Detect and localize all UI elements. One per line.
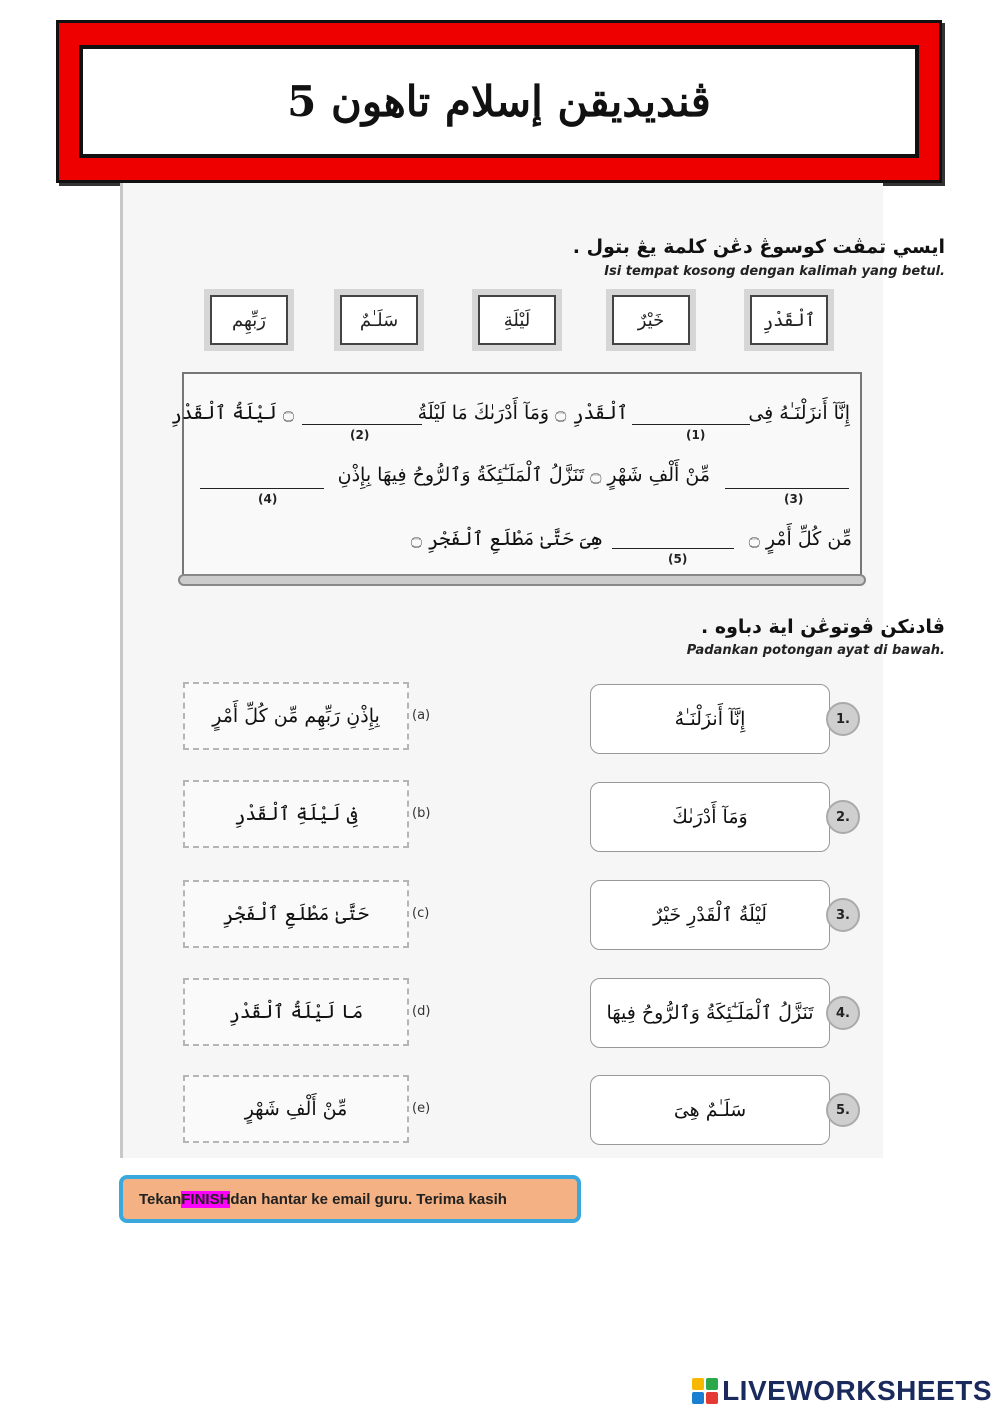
section1-instruction-latin: Isi tempat kosong dengan kalimah yang betul.	[604, 264, 945, 279]
match-right-2[interactable]: وَمَآ أَدْرَىٰكَ	[590, 782, 830, 852]
finish-highlight: FINISH	[181, 1190, 231, 1208]
match-letter-a: (a)	[412, 708, 431, 723]
blank-label-5: (5)	[668, 552, 688, 566]
blank-4[interactable]	[200, 488, 324, 489]
blank-2[interactable]	[302, 424, 422, 425]
section1-instruction-jawi: ايسي تمڤت كوسوڠ دڠن كلمة يڠ بتول .	[572, 236, 945, 258]
word-card-alqadr: ٱلْقَدْرِ	[750, 295, 828, 345]
blank-label-1: (1)	[686, 428, 706, 442]
title-banner	[56, 20, 942, 183]
blank-3[interactable]	[725, 488, 849, 489]
match-number-3: 3.	[826, 898, 860, 932]
liveworksheets-logo	[692, 1375, 992, 1407]
word-card-laylati: لَيْلَةِ	[478, 295, 556, 345]
finish-note	[119, 1175, 581, 1223]
scroll-decoration	[178, 574, 866, 586]
title-frame	[79, 45, 919, 158]
match-letter-b: (b)	[412, 806, 431, 821]
section2-instruction-jawi: ڤادنكن ڤوتوڠن اية دباوه .	[701, 616, 945, 638]
note-text-pre: Tekan	[139, 1190, 182, 1208]
match-right-5[interactable]: سَلَـٰمٌ هِىَ	[590, 1075, 830, 1145]
verse-line1-part-c: ۝ لَيْلَةُ ٱلْقَدْرِ	[170, 402, 294, 424]
word-card-rabbihim: رَبِّهِم	[210, 295, 288, 345]
word-card-khayrun: خَيْرٌ	[612, 295, 690, 345]
match-right-1[interactable]: إِنَّآ أَنزَلْنَـٰهُ	[590, 684, 830, 754]
verse-line1-part-a: إِنَّآ أَنزَلْنَـٰهُ فِى	[748, 402, 850, 424]
logo-text: LIVEWORKSHEETS	[722, 1375, 992, 1406]
verse-line3-part-a: مِّن كُلِّ أَمْرٍ ۝	[748, 528, 852, 550]
note-text-post: dan hantar ke email guru. Terima kasih	[230, 1190, 507, 1208]
match-number-1: 1.	[826, 702, 860, 736]
match-left-a[interactable]: بِإِذْنِ رَبِّهِم مِّن كُلِّ أَمْرٍ	[183, 682, 409, 750]
verse-line2: مِّنْ أَلْفِ شَهْرٍ ۝ تَنَزَّلُ ٱلْمَلَـٰٓئِكَةُ وَٱلرُّوحُ فِيهَا بِإِذْنِ	[337, 464, 710, 486]
page-title: ڤنديديقن إسلام تاهون 5	[287, 77, 711, 126]
match-right-4[interactable]: تَنَزَّلُ ٱلْمَلَـٰٓئِكَةُ وَٱلرُّوحُ فِيهَا	[590, 978, 830, 1048]
blank-1[interactable]	[632, 424, 750, 425]
match-number-2: 2.	[826, 800, 860, 834]
section2-instruction-latin: Padankan potongan ayat di bawah.	[686, 643, 945, 658]
match-left-b[interactable]: فِى لَيْلَةِ ٱلْقَدْرِ	[183, 780, 409, 848]
match-left-c[interactable]: حَتَّىٰ مَطْلَعِ ٱلْفَجْرِ	[183, 880, 409, 948]
word-card-salamun: سَلَـٰمٌ	[340, 295, 418, 345]
match-number-4: 4.	[826, 996, 860, 1030]
match-letter-e: (e)	[412, 1101, 431, 1116]
blank-label-2: (2)	[350, 428, 370, 442]
match-left-d[interactable]: مَا لَيْلَةُ ٱلْقَدْرِ	[183, 978, 409, 1046]
blank-label-3: (3)	[784, 492, 804, 506]
match-right-3[interactable]: لَيْلَةُ ٱلْقَدْرِ خَيْرٌ	[590, 880, 830, 950]
blank-5[interactable]	[612, 548, 734, 549]
verse-line3-part-b: هِىَ حَتَّىٰ مَطْلَعِ ٱلْفَجْرِ ۝	[410, 528, 602, 550]
match-letter-c: (c)	[412, 906, 430, 921]
logo-mark-icon	[692, 1378, 718, 1404]
blank-label-4: (4)	[258, 492, 278, 506]
match-left-e[interactable]: مِّنْ أَلْفِ شَهْرٍ	[183, 1075, 409, 1143]
match-number-5: 5.	[826, 1093, 860, 1127]
verse-line1-part-b: ٱلْقَدْرِ ۝ وَمَآ أَدْرَىٰكَ مَا لَيْلَةُ	[417, 402, 628, 424]
match-letter-d: (d)	[412, 1004, 431, 1019]
